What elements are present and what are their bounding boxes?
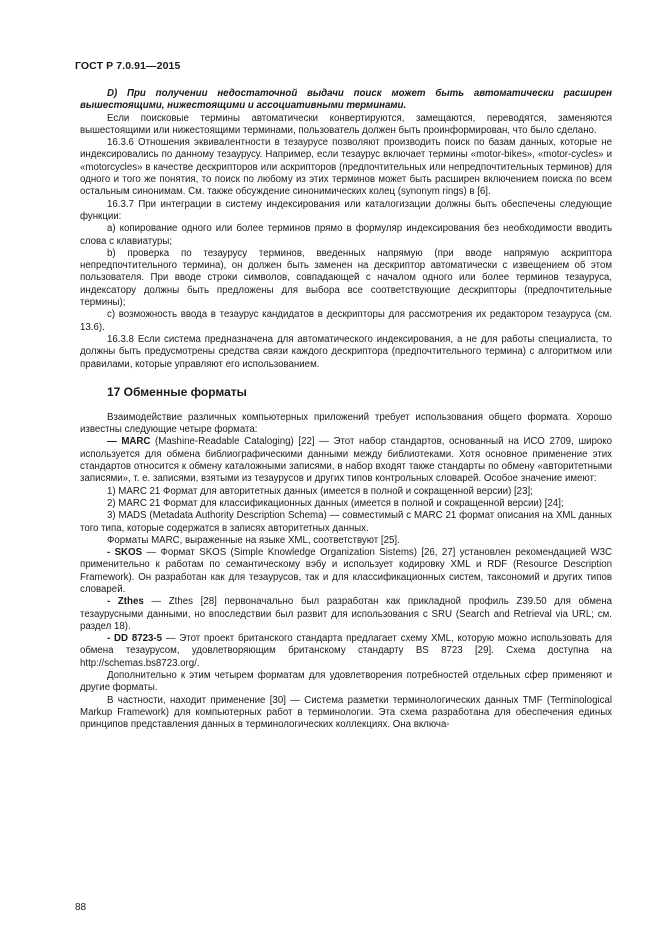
skos-paragraph — [80, 547, 612, 596]
paragraph-16-3-7: 16.3.7 При интеграции в систему индексирования или каталогизации должны быть обеспечены следующие функции: — [80, 198, 612, 222]
skos-text: — Формат SKOS (Simple Knowledge Organization Sistems) [26, 27] установлен рекомендацией W3C применительно к работам по семантическому вэбу и использует кодировку XML и RDF (Resource Description Framework). Он разработан как для тезаурусов, так и для классификационных систем, таксономий и других типов словарей. — [80, 547, 612, 595]
paragraph-16-3-8: 16.3.8 Если система предназначена для автоматического индексирования, а не для работы специалиста, то должны быть предусмотрены средства связи каждого дескриптора (предпочтительного термина) с алгоритмом или правилами, которые управляют его использованием. — [80, 333, 612, 370]
paragraph-d: D) При получении недостаточной выдачи поиск может быть автоматически расширен вышестоящими, нижестоящими и ассоциативными терминами. — [80, 88, 612, 112]
marc-term: — MARC — [107, 436, 151, 448]
page-body — [80, 88, 612, 732]
tmf-paragraph: В частности, находит применение [30] — Система разметки терминологических данных TMF (Terminological Markup Framework) для компьютерных работ в терминологии. Эта схема разработана для обеспечения единых принципов представления данных в терминологических коллекциях. Она включа- — [80, 694, 612, 731]
dd-term: - DD 8723-5 — [107, 633, 162, 645]
zthes-text: — Zthes [28] первоначально был разработан как прикладной профиль Z39.50 для обмена тезаурусными данными, но впоследствии был развит для использования с SRU (Search and Retrieval via URL; см. раздел 18). — [80, 596, 613, 632]
marc-paragraph — [80, 436, 612, 485]
list-item-c: c) возможность ввода в тезаурус кандидатов в дескрипторы для рассмотрения их редактором тезауруса (см. 13.6). — [80, 309, 612, 333]
dd-paragraph — [80, 633, 612, 670]
marc-item-1: 1) MARC 21 Формат для авторитетных данных (имеется в полной и сокращенной версии) [23]; — [107, 485, 533, 497]
marc-item-2: 2) MARC 21 Формат для классификационных данных (имеется в полной и сокращенной версии) [24]; — [107, 497, 564, 509]
paragraph-16-3-6: 16.3.6 Отношения эквивалентности в тезаурусе позволяют производить поиск по базам данных, которые не индексировались по данному тезаурусу. Например, если тезаурус включает термины «motor-bikes», «motor-cycles» и «motorcycles» в качестве дескрипторов или аскрипторов (предпочтительных или непредпочтительных терминов) для одного и того же понятия, то поиск по любому из этих терминов может быть расширен включением поиска по всем остальным синонимам. См. также обсуждение синонимических колец (synonym rings) в [6]. — [80, 137, 612, 198]
marc-xml-paragraph: Форматы MARC, выраженные на языке XML, соответствуют [25]. — [107, 534, 400, 546]
list-item-a: a) копирование одного или более терминов прямо в формуляр индексирования без необходимости вводить слова с клавиатуры; — [80, 223, 612, 247]
marc-item-3: 3) MADS (Metadata Authority Description Schema) — совместимый с MARC 21 формат описания на XML данных того типа, которые содержатся в записях авторитетных данных. — [80, 510, 612, 534]
zthes-term: - Zthes — [107, 596, 144, 608]
paragraph: Если поисковые термины автоматически конвертируются, замещаются, переводятся, заменяются вышестоящими или нижестоящими терминами, пользователь должен быть проинформирован, что было сделано. — [80, 112, 612, 136]
zthes-paragraph — [80, 596, 612, 633]
marc-text: (Mashine-Readable Cataloging) [22] — Этот набор стандартов, основанный на ИСО 2709, широко используется для обмена библиографическими данными между библиотеками. Хотя основное применение этих стандартов относится к обмену каталожными записями, в набор входят также стандарты по обмену «авторитетными записями», т. е. записями, взятыми из тезаурусов и других типов контрольных словарей. Особое значение имеют: — [80, 436, 613, 485]
dd-text: — Этот проект британского стандарта предлагает схему XML, которую можно использовать для обмена тезаурусом, удовлетворяющим британскому стандарту BS 8723 [29]. Схема доступна на http://schemas.bs8723.org/. — [80, 633, 612, 669]
page-header: ГОСТ Р 7.0.91—2015 — [75, 60, 181, 72]
skos-term: - SKOS — [107, 547, 143, 559]
additional-paragraph: Дополнительно к этим четырем форматам для удовлетворения потребностей отдельных сфер применяют и другие форматы. — [80, 670, 612, 694]
section-intro: Взаимодействие различных компьютерных приложений требует использования общего формата. Хорошо известны следующие четыре формата: — [80, 411, 612, 436]
list-item-b: b) проверка по тезаурусу терминов, введенных напрямую (при вводе напрямую аскриптора непредпочтительного термина), он должен быть заменен на дескриптор автоматически с извещением об этом пользователя. При вводе строки символов, совпадающей с началом одного или более терминов тезауруса, индексатору должны быть предложены для выбора все соответствующие дескрипторы (предпочтительные термины); — [80, 247, 612, 309]
section-heading: 17 Обменные форматы — [107, 384, 247, 399]
page-number: 88 — [75, 902, 87, 913]
